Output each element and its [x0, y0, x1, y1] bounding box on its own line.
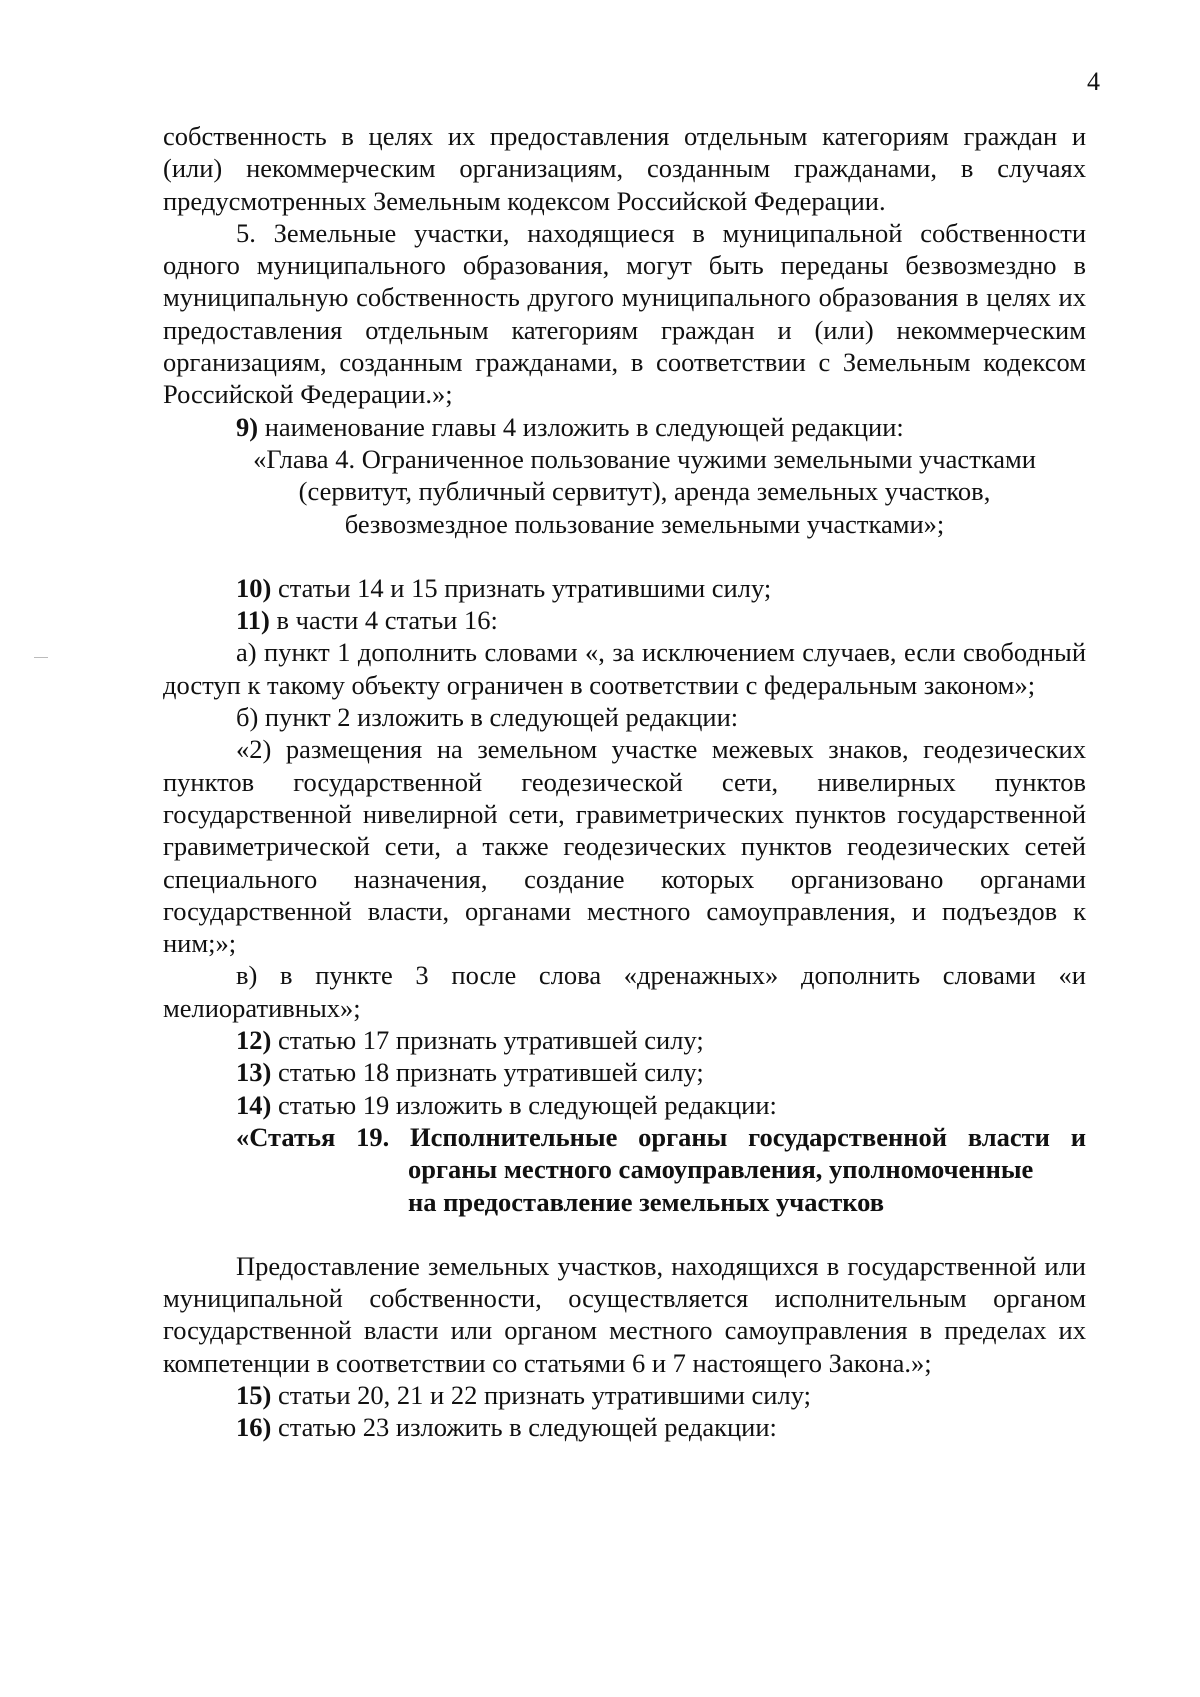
subitem-b: б) пункт 2 изложить в следующей редакции: — [236, 702, 739, 733]
item-10 — [163, 572, 1086, 604]
article-title-line: «Статья 19. Исполнительные органы государственной власти и — [236, 1121, 1086, 1152]
item-text: статью 23 изложить в следующей редакции: — [271, 1412, 777, 1443]
item-number: 9) — [236, 411, 259, 442]
item-text: наименование главы 4 изложить в следующей редакции: — [258, 411, 904, 442]
item-text: статью 17 признать утратившей силу; — [271, 1025, 704, 1056]
item-text: в части 4 статьи 16: — [269, 605, 498, 636]
subitem-b-quote: «2) размещения на земельном участке межевых знаков, геодезических пунктов государственной геодезической сети, нивелирных пунктов государственной нивелирной сети, гравиметрических пунктов государственной гравиметрической сети, а также геодезических пунктов геодезических сетей специального назначения, создание которых организовано органами государственной власти, органами местного самоуправления, и подъездов к ним;»; — [163, 734, 1086, 959]
item-number: 15) — [236, 1379, 272, 1410]
article-19-body: Предоставление земельных участков, находящихся в государственной или муниципальной собственности, осуществляется исполнительным органом государственной власти или органом местного самоуправления в пределах их компетенции в соответствии со статьями 6 и 7 настоящего Закона.»; — [163, 1250, 1086, 1378]
spacer — [163, 540, 1086, 572]
page-number: 4 — [1087, 67, 1100, 96]
item-11 — [163, 604, 1086, 636]
article-title-line: органы местного самоуправления, уполномоченные — [408, 1154, 1034, 1185]
article-title-line: на предоставление земельных участков — [408, 1186, 885, 1217]
item-text: статью 19 изложить в следующей редакции: — [271, 1089, 777, 1120]
item-text: статьи 14 и 15 признать утратившими силу; — [271, 572, 772, 603]
item-number: 13) — [236, 1057, 272, 1088]
item-number: 16) — [236, 1412, 272, 1443]
item-9 — [163, 411, 1086, 443]
margin-mark — [34, 657, 48, 658]
item-text: статьи 20, 21 и 22 признать утратившими силу; — [271, 1379, 811, 1410]
chapter-title-line: «Глава 4. Ограниченное пользование чужими земельными участками — [253, 443, 1036, 474]
item-16 — [163, 1411, 1086, 1443]
item-number: 10) — [236, 572, 272, 603]
chapter-title-line: (сервитут, публичный сервитут), аренда земельных участков, — [298, 476, 991, 507]
item-text: статью 18 признать утратившей силу; — [271, 1057, 704, 1088]
item-number: 11) — [236, 605, 270, 636]
item-15 — [163, 1379, 1086, 1411]
item-number: 12) — [236, 1025, 272, 1056]
spacer — [163, 1218, 1086, 1250]
paragraph-continuation: собственность в целях их предоставления отдельным категориям граждан и (или) некоммерческим организациям, созданным гражданами, в случаях предусмотренных Земельным кодексом Российской Федерации. — [163, 121, 1086, 216]
paragraph-point-5: 5. Земельные участки, находящиеся в муниципальной собственности одного муниципального образования, могут быть переданы безвозмездно в муниципальную собственность другого муниципального образования в целях их предоставления отдельным категориям граждан и (или) некоммерческим организациям, созданным гражданами, в соответствии с Земельным кодексом Российской Федерации.»; — [163, 217, 1086, 410]
document-body — [163, 120, 1086, 1444]
item-14 — [163, 1089, 1086, 1121]
subitem-a: а) пункт 1 дополнить словами «, за исключением случаев, если свободный доступ к такому объекту ограничен в соответствии с федеральным законом»; — [163, 637, 1086, 700]
item-12 — [163, 1024, 1086, 1056]
item-13 — [163, 1056, 1086, 1088]
article-19-title — [163, 1121, 1086, 1218]
item-number: 14) — [236, 1089, 272, 1120]
subitem-v: в) в пункте 3 после слова «дренажных» дополнить словами «и мелиоративных»; — [163, 960, 1086, 1023]
chapter-title-line: безвозмездное пользование земельными участками»; — [344, 508, 945, 539]
